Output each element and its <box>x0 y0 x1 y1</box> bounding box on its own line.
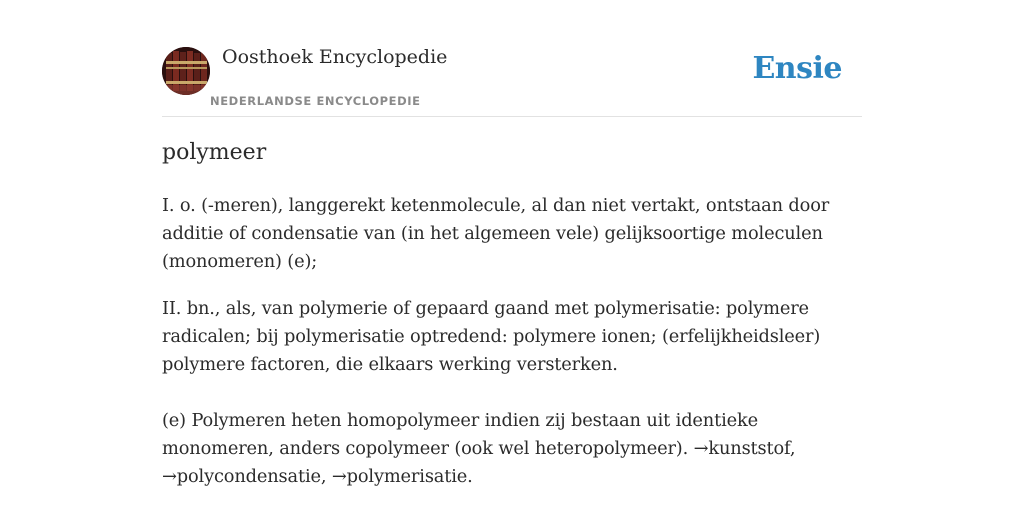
brand-logo[interactable]: Ensie <box>752 51 842 86</box>
site-title[interactable]: Oosthoek Encyclopedie <box>222 46 448 68</box>
page <box>162 0 862 512</box>
entry-paragraph: II. bn., als, van polymerie of gepaard gaand met polymerisatie: polymere radicalen; bij polymerisatie optredend: polymere ionen; (erfelijkheidsleer) polymere factoren, die elkaars werking versterken. <box>162 298 821 375</box>
site-header <box>162 0 862 117</box>
entry-paragraph: (e) Polymeren heten homopolymeer indien zij bestaan uit identieke monomeren, anders copolymeer (ook wel heteropolymeer). →kunststof, →polycondensatie, →polymerisatie. <box>162 410 796 487</box>
entry-title: polymeer <box>162 140 267 165</box>
entry-paragraph: I. o. (-meren), langgerekt ketenmolecule, al dan niet vertakt, ontstaan door additie of condensatie van (in het algemeen vele) gelijksoortige moleculen (monomeren) (e); <box>162 195 830 272</box>
entry-body <box>162 192 862 491</box>
site-subtitle: NEDERLANDSE ENCYCLOPEDIE <box>210 94 421 108</box>
encyclopedia-books-icon[interactable] <box>162 47 210 95</box>
